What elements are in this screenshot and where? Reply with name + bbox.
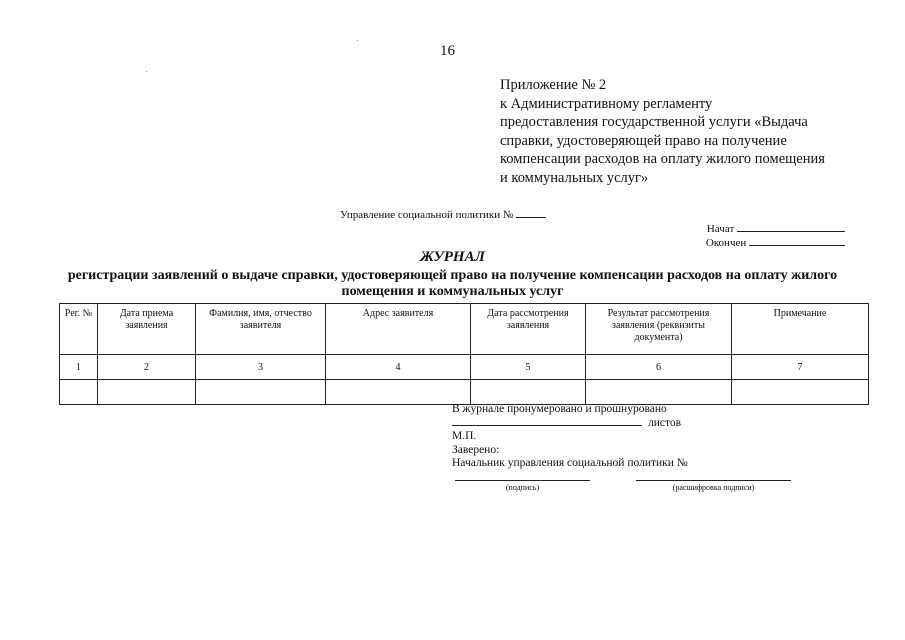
column-number: 4	[326, 355, 471, 380]
registration-table	[59, 303, 869, 405]
table-cell	[60, 380, 98, 405]
appendix-line: компенсации расходов на оплату жилого помещения	[500, 151, 825, 167]
sheets-label: листов	[648, 416, 682, 429]
started-blank	[737, 231, 845, 232]
started-line	[707, 223, 845, 235]
column-number: 5	[471, 355, 586, 380]
table-cell	[326, 380, 471, 405]
column-header: Дата приема заявления	[98, 304, 196, 355]
column-number: 1	[60, 355, 98, 380]
ended-line	[706, 237, 845, 249]
department-label: Управление социальной политики №	[340, 209, 514, 221]
column-number: 3	[196, 355, 326, 380]
scan-speck	[146, 71, 147, 72]
sheets-line	[452, 417, 688, 431]
column-number: 2	[98, 355, 196, 380]
decoding-line	[636, 480, 791, 481]
appendix-block	[500, 76, 825, 187]
signature-caption: (подпись)	[505, 483, 540, 492]
column-header: Фамилия, имя, отчество заявителя	[196, 304, 326, 355]
table-cell	[732, 380, 869, 405]
appendix-line: справки, удостоверяющей право на получение	[500, 132, 787, 149]
column-header: Рег. №	[60, 304, 98, 355]
column-header: Примечание	[732, 304, 869, 355]
column-header: Дата рассмотрения заявления	[471, 304, 586, 355]
appendix-line: Приложение № 2	[500, 77, 607, 93]
head-title: Начальник управления социальной политики №	[452, 457, 688, 469]
column-number-row	[60, 355, 869, 380]
footer-block	[452, 403, 688, 471]
stamp-text: М.П.	[452, 430, 477, 442]
appendix-line: и коммунальных услуг»	[500, 169, 649, 186]
column-number: 6	[586, 355, 732, 380]
started-label: Начат	[706, 223, 735, 235]
sheets-blank	[452, 425, 642, 426]
numbered-text: В журнале пронумеровано и прошнуровано	[452, 403, 667, 415]
appendix-line: предоставления государственной услуги «Выдача	[500, 114, 808, 130]
department-number-blank	[516, 217, 546, 218]
decoding-caption: (расшифровка подписи)	[672, 483, 755, 492]
scan-speck	[357, 40, 358, 41]
page-number: 16	[440, 43, 455, 59]
department-line	[340, 209, 546, 221]
journal-title: ЖУРНАЛ	[420, 249, 485, 265]
column-header: Результат рассмотрения заявления (реквизиты документа)	[586, 304, 732, 355]
certified-text: Заверено:	[452, 443, 500, 456]
journal-subtitle: регистрации заявлений о выдаче справки, удостоверяющей право на получение компенсации расходов на оплату жилого помещения и коммунальных услуг	[67, 268, 838, 299]
table-row	[60, 380, 869, 405]
table-cell	[196, 380, 326, 405]
table-cell	[98, 380, 196, 405]
column-header: Адрес заявителя	[326, 304, 471, 355]
table-cell	[586, 380, 732, 405]
ended-blank	[749, 245, 845, 246]
signature-line	[455, 480, 590, 481]
ended-label: Окончен	[705, 237, 747, 249]
appendix-line: к Административному регламенту	[500, 95, 713, 112]
column-number: 7	[732, 355, 869, 380]
table-header-row	[60, 304, 869, 355]
table-cell	[471, 380, 586, 405]
